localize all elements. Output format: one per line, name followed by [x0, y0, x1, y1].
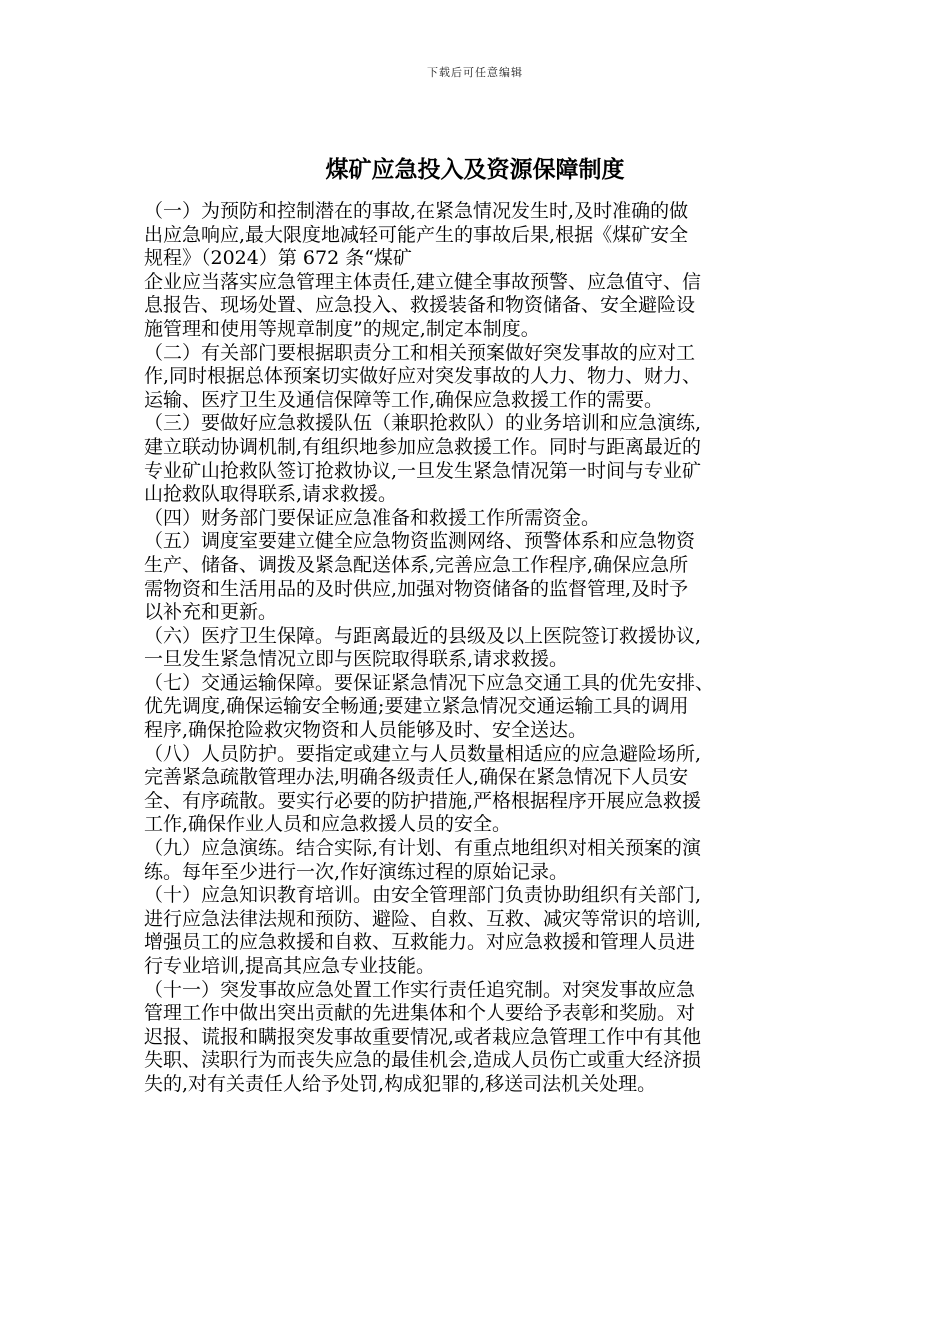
paragraph-line: 管理工作中做出突出贡献的先进集体和个人要给予表彰和奖励。对 — [144, 1002, 696, 1025]
paragraph-line: 出应急响应,最大限度地减轻可能产生的事故后果,根据《煤矿安全 — [144, 223, 689, 246]
paragraph-2 — [144, 342, 810, 413]
paragraph-line: 迟报、谎报和瞒报突发事故重要情况,或者栽应急管理工作中有其他 — [144, 1025, 702, 1048]
paragraph-line: 优先调度,确保运输安全畅通;要建立紧急情况交通运输工具的调用 — [144, 695, 689, 718]
paragraph-line: 增强员工的应急救援和自救、互救能力。对应急救援和管理人员进 — [144, 931, 696, 954]
paragraph-line: 以补充和更新。 — [144, 601, 278, 624]
paragraph-line: 失的,对有关责任人给予处罚,构成犯罪的,移送司法机关处理。 — [144, 1072, 657, 1095]
paragraph-9 — [144, 837, 810, 884]
paragraph-line: 失职、渎职行为而丧失应急的最佳机会,造成人员伤亡或重大经济损 — [144, 1049, 702, 1072]
paragraph-6 — [144, 625, 810, 672]
paragraph-line: 全、有序疏散。要实行必要的防护措施,严格根据程序开展应急救援 — [144, 789, 702, 812]
paragraph-line: （九）应急演练。结合实际,有计划、有重点地组织对相关预案的演 — [144, 837, 702, 860]
document-title: 煤矿应急投入及资源保障制度 — [325, 157, 625, 183]
paragraph-line: 施管理和使用等规章制度”的规定,制定本制度。 — [144, 317, 540, 340]
paragraph-line: 息报告、现场处置、应急投入、救援装备和物资储备、安全避险设 — [144, 294, 696, 317]
page-header-note: 下载后可任意编辑 — [427, 66, 523, 79]
document-body — [144, 200, 810, 1097]
paragraph-line: （三）要做好应急救援队伍（兼职抢救队）的业务培训和应急演练, — [144, 412, 702, 435]
paragraph-line: （八）人员防护。要指定或建立与人员数量相适应的应急避险场所, — [144, 742, 702, 765]
paragraph-line: （二）有关部门要根据职责分工和相关预案做好突发事故的应对工 — [144, 341, 696, 364]
paragraph-1 — [144, 200, 810, 342]
paragraph-line: 生产、储备、调拨及紧急配送体系,完善应急工作程序,确保应急所 — [144, 553, 689, 576]
paragraph-line: （六）医疗卫生保障。与距离最近的县级及以上医院签订救援协议, — [144, 624, 702, 647]
paragraph-line: 进行应急法律法规和预防、避险、自救、互救、减灾等常识的培训, — [144, 907, 702, 930]
paragraph-line: 运输、医疗卫生及通信保障等工作,确保应急救援工作的需要。 — [144, 388, 664, 411]
paragraph-line: 山抢救队取得联系,请求救援。 — [144, 483, 398, 506]
paragraph-line: （十一）突发事故应急处置工作实行责任追究制。对突发事故应急 — [144, 978, 696, 1001]
paragraph-line: 一旦发生紧急情况立即与医院取得联系,请求救援。 — [144, 648, 569, 671]
paragraph-line: 建立联动协调机制,有组织地参加应急救援工作。同时与距离最近的 — [144, 435, 702, 458]
paragraph-line: （五）调度室要建立健全应急物资监测网络、预警体系和应急物资 — [144, 530, 696, 553]
paragraph-line: 工作,确保作业人员和应急救援人员的安全。 — [144, 813, 512, 836]
paragraph-line: （四）财务部门要保证应急准备和救援工作所需资金。 — [144, 506, 601, 529]
paragraph-line: 行专业培训,提高其应急专业技能。 — [144, 955, 436, 977]
paragraph-line: 专业矿山抢救队签订抢救协议,一旦发生紧急情况第一时间与专业矿 — [144, 459, 702, 482]
paragraph-4 — [144, 507, 810, 531]
paragraph-line: 完善紧急疏散管理办法,明确各级责任人,确保在紧急情况下人员安 — [144, 766, 689, 789]
paragraph-line: （十）应急知识教育培训。由安全管理部门负责协助组织有关部门, — [144, 884, 702, 907]
paragraph-line: （一）为预防和控制潜在的事故,在紧急情况发生时,及时准确的做 — [144, 200, 689, 222]
paragraph-5 — [144, 530, 810, 624]
paragraph-8 — [144, 743, 810, 837]
paragraph-line: 规程》（2024）第 672 条“煤矿 — [144, 247, 412, 270]
paragraph-11 — [144, 979, 810, 1097]
paragraph-line: 练。每年至少进行一次,作好演练过程的原始记录。 — [144, 860, 569, 883]
paragraph-line: 需物资和生活用品的及时供应,加强对物资储备的监督管理,及时予 — [144, 577, 689, 600]
paragraph-line: 程序,确保抢险救灾物资和人员能够及时、安全送达。 — [144, 719, 588, 742]
paragraph-line: 企业应当落实应急管理主体责任,建立健全事故预警、应急值守、信 — [144, 270, 702, 293]
paragraph-7 — [144, 672, 810, 743]
paragraph-10 — [144, 884, 810, 978]
paragraph-3 — [144, 412, 810, 506]
paragraph-line: （七）交通运输保障。要保证紧急情况下应急交通工具的优先安排、 — [144, 671, 715, 694]
paragraph-line: 作,同时根据总体预案切实做好应对突发事故的人力、物力、财力、 — [144, 365, 702, 388]
